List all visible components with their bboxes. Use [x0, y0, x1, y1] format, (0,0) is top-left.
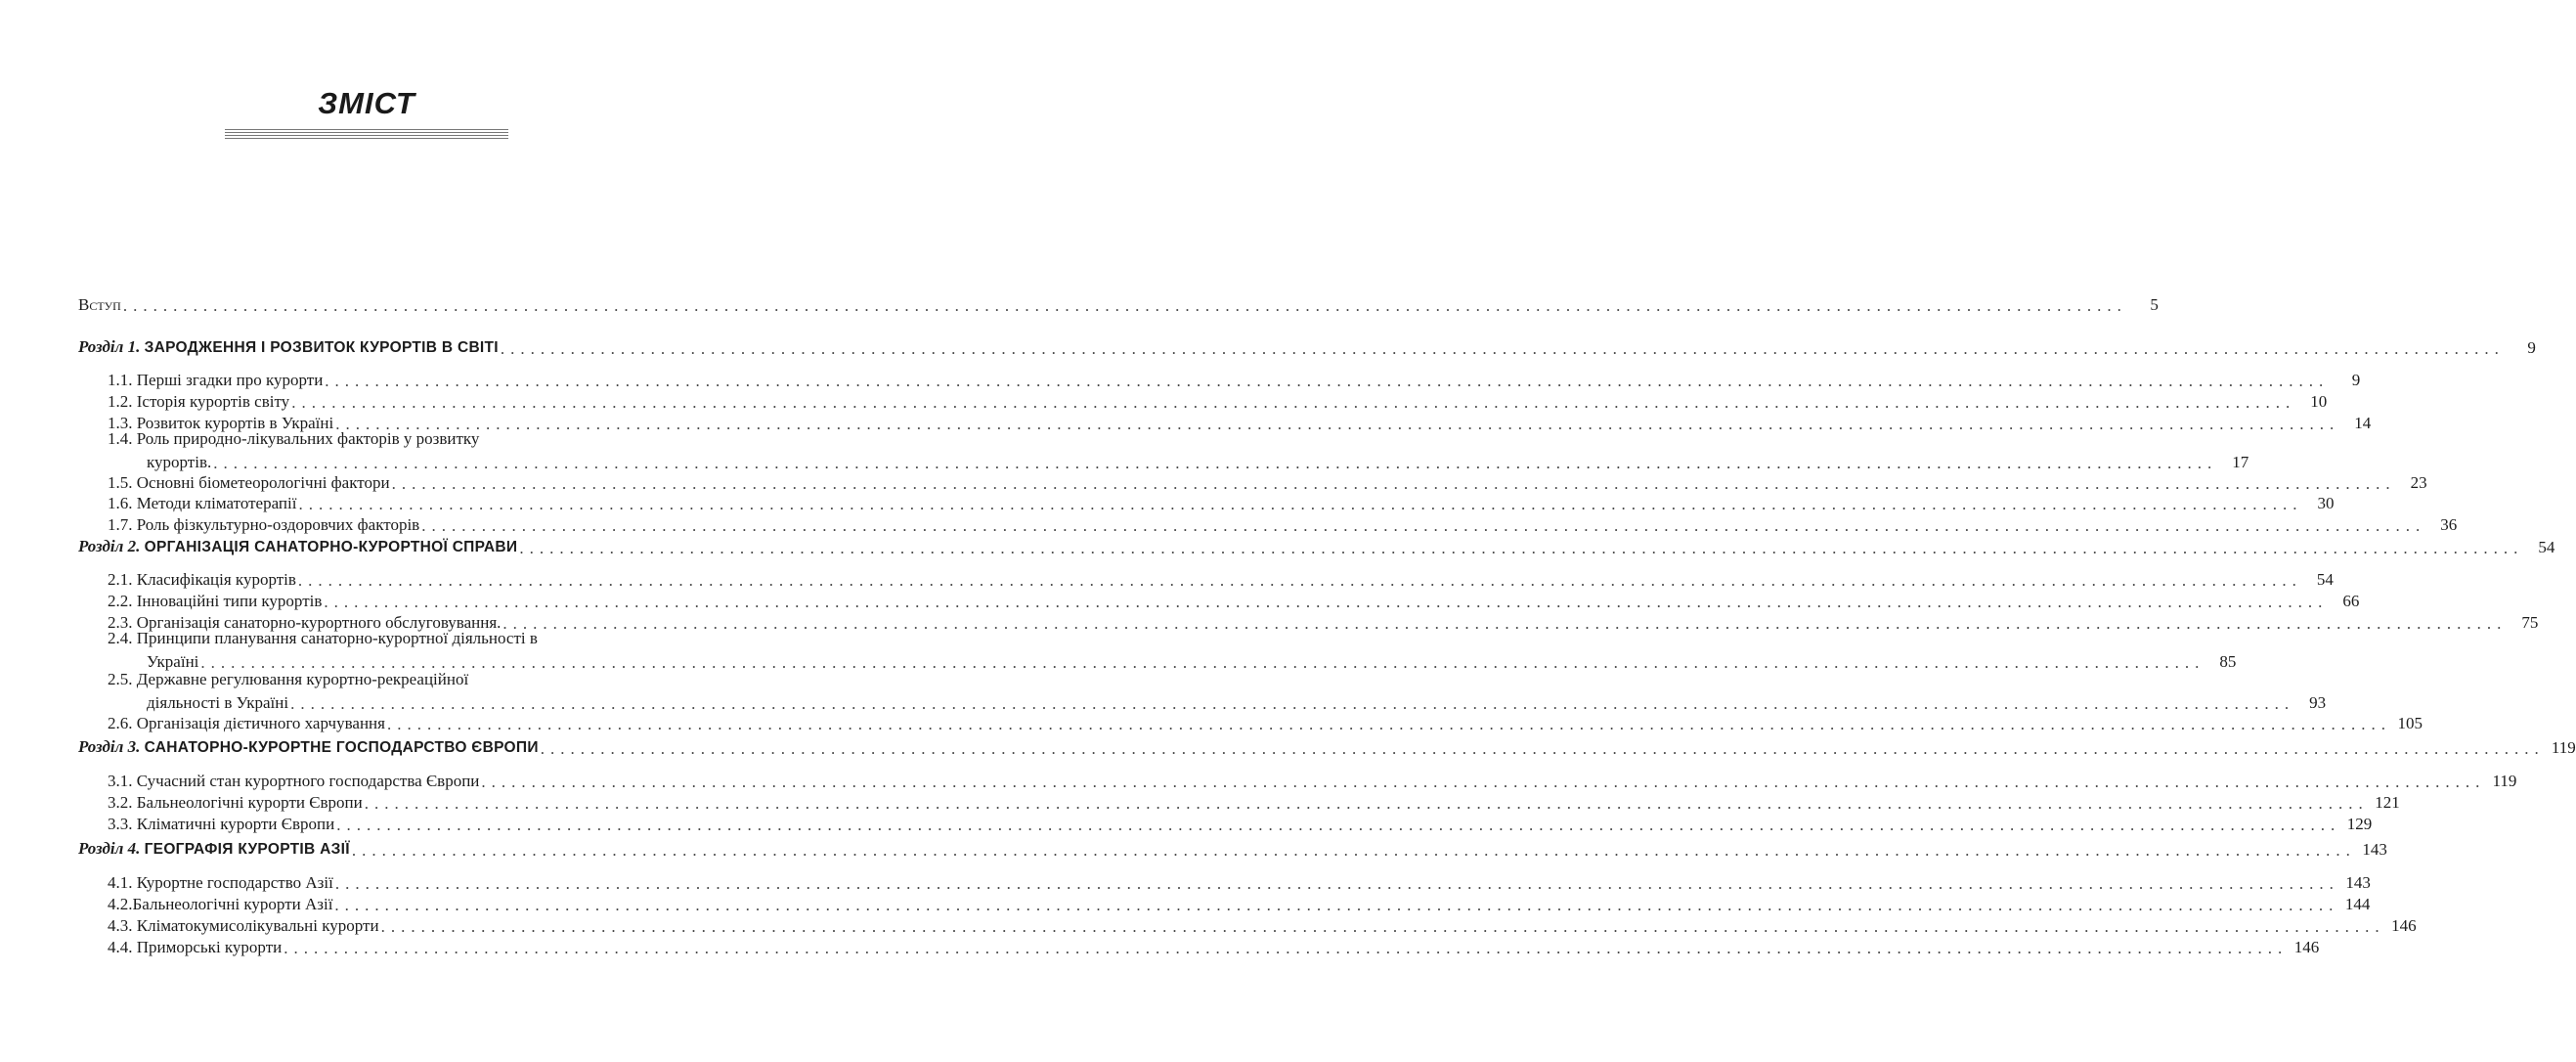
- toc-label: 3.3. Кліматичні курорти Європи: [108, 815, 335, 833]
- leader-dots: ........................................................................................................................................................................................................: [502, 614, 2508, 633]
- toc-label: 3.2. Бальнеологічні курорти Європи: [108, 793, 363, 812]
- leader-dots: ........................................................................................................................................................................................................: [500, 339, 2505, 358]
- toc-entry[interactable]: [108, 788, 2400, 813]
- toc-entry[interactable]: [108, 366, 2361, 390]
- toc-page-number: 146: [2293, 938, 2320, 956]
- section-title: ГЕОГРАФІЯ КУРОРТІВ АЗІЇ: [144, 841, 350, 858]
- toc-page-number: 14: [2354, 414, 2372, 432]
- toc-label: 1.7. Роль фізкультурно-оздоровчих факторів: [108, 515, 420, 534]
- leader-dots: ........................................................................................................................................................................................................: [334, 896, 2339, 914]
- toc-page-number: 119: [2551, 738, 2576, 757]
- toc-page-number: 5: [2150, 295, 2159, 314]
- toc-entry[interactable]: [108, 387, 2328, 412]
- section-title: ОРГАНІЗАЦІЯ САНАТОРНО-КУРОРТНОЇ СПРАВИ: [144, 539, 518, 555]
- toc-page-number: 17: [2232, 453, 2249, 471]
- toc-entry[interactable]: [108, 810, 2373, 834]
- toc-label: 2.2. Інноваційні типи курортів: [108, 592, 323, 610]
- toc-entry[interactable]: [147, 647, 2237, 672]
- page-title: ЗМІСТ: [318, 86, 415, 120]
- toc-page-number: 85: [2219, 652, 2237, 671]
- leader-dots: ........................................................................................................................................................................................................: [325, 372, 2330, 390]
- toc-label: 2.5. Державне регулювання курортно-рекреаційної: [108, 670, 469, 688]
- leader-dots: ........................................................................................................................................................................................................: [213, 454, 2218, 472]
- toc-page-number: 121: [2375, 793, 2400, 812]
- toc-section-1[interactable]: [78, 333, 2536, 358]
- toc-entry[interactable]: [108, 868, 2371, 893]
- toc-label: 2.3. Організація санаторно-курортного обслуговування.: [108, 613, 502, 632]
- toc-section-4[interactable]: [78, 835, 2387, 860]
- toc-page-number: 143: [2362, 840, 2387, 859]
- leader-dots: ........................................................................................................................................................................................................: [391, 474, 2396, 493]
- leader-dots: ........................................................................................................................................................................................................: [540, 739, 2545, 758]
- leader-dots: ........................................................................................................................................................................................................: [380, 917, 2385, 936]
- toc-entry[interactable]: [108, 587, 2360, 611]
- toc-label: 4.1. Курортне господарство Азії: [108, 873, 333, 892]
- toc-page-number: 105: [2397, 714, 2423, 732]
- toc-label: 3.1. Сучасний стан курортного господарства Європи: [108, 772, 480, 790]
- leader-dots: ........................................................................................................................................................................................................: [291, 393, 2296, 412]
- section-prefix: Розділ 4.: [78, 839, 141, 858]
- section-title: САНАТОРНО-КУРОРТНЕ ГОСПОДАРСТВО ЄВРОПИ: [144, 739, 539, 756]
- toc-page-number: 54: [2538, 538, 2555, 556]
- toc-page-number: 36: [2440, 515, 2458, 534]
- toc-label: 4.2.Бальнеологічні курорти Азії: [108, 895, 333, 913]
- toc-page-number: 146: [2391, 916, 2417, 935]
- toc-entry[interactable]: [108, 510, 2458, 535]
- toc-page-number: 9: [2527, 338, 2536, 357]
- leader-dots: ........................................................................................................................................................................................................: [421, 516, 2426, 535]
- toc-page-number: 23: [2410, 473, 2427, 492]
- toc-label: 1.4. Роль природно-лікувальних факторів у розвитку: [108, 429, 480, 448]
- leader-dots: ........................................................................................................................................................................................................: [335, 415, 2340, 433]
- toc-entry-intro[interactable]: [78, 290, 2159, 315]
- toc-entry[interactable]: [108, 767, 2517, 791]
- toc-label: 1.5. Основні біометеорологічні фактори: [108, 473, 390, 492]
- toc-section-2[interactable]: [78, 533, 2555, 557]
- toc-label: 2.4. Принципи планування санаторно-курортної діяльності в: [108, 629, 538, 647]
- toc-label: 2.6. Організація дієтичного харчування: [108, 714, 385, 732]
- toc-entry[interactable]: [108, 890, 2371, 914]
- section-prefix: Розділ 3.: [78, 737, 141, 756]
- toc-label: Вступ: [78, 295, 121, 314]
- leader-dots: ........................................................................................................................................................................................................: [364, 794, 2369, 813]
- leader-dots: ........................................................................................................................................................................................................: [334, 874, 2339, 893]
- toc-label-continued: діяльності в Україні: [147, 693, 289, 712]
- toc-entry[interactable]: [108, 911, 2417, 936]
- leader-dots: ........................................................................................................................................................................................................: [519, 539, 2524, 557]
- leader-dots: ........................................................................................................................................................................................................: [324, 593, 2329, 611]
- section-prefix: Розділ 2.: [78, 537, 141, 555]
- toc-page-number: 10: [2310, 392, 2328, 411]
- toc-page-number: 54: [2316, 570, 2334, 589]
- toc-label: 4.4. Приморські курорти: [108, 938, 283, 956]
- toc-entry[interactable]: [108, 933, 2320, 957]
- toc-page-number: 66: [2342, 592, 2360, 610]
- leader-dots: ........................................................................................................................................................................................................: [297, 571, 2302, 590]
- toc-label: 1.1. Перші згадки про курорти: [108, 371, 324, 389]
- leader-dots: ........................................................................................................................................................................................................: [200, 653, 2205, 672]
- section-prefix: Розділ 1.: [78, 337, 141, 356]
- toc-label: 1.6. Методи кліматотерапії: [108, 494, 297, 512]
- toc-page-number: 119: [2492, 772, 2517, 790]
- toc-label: 2.1. Класифікація курортів: [108, 570, 296, 589]
- leader-dots: ........................................................................................................................................................................................................: [298, 495, 2303, 513]
- leader-dots: ........................................................................................................................................................................................................: [351, 841, 2356, 860]
- toc-label: 1.2. Історія курортів світу: [108, 392, 290, 411]
- toc-page-number: 143: [2345, 873, 2371, 892]
- toc-label-continued: Україні: [147, 652, 199, 671]
- toc-page-number: 30: [2317, 494, 2335, 512]
- toc-page-number: 75: [2521, 613, 2539, 632]
- leader-dots: ........................................................................................................................................................................................................: [386, 715, 2391, 733]
- toc-page-number: 144: [2344, 895, 2371, 913]
- leader-dots: ........................................................................................................................................................................................................: [122, 296, 2127, 315]
- toc-label: 4.3. Кліматокумисолікувальні курорти: [108, 916, 379, 935]
- leader-dots: ........................................................................................................................................................................................................: [336, 816, 2341, 834]
- section-title: ЗАРОДЖЕННЯ І РОЗВИТОК КУРОРТІВ В СВІТІ: [144, 339, 499, 356]
- toc-entry[interactable]: [108, 565, 2334, 590]
- toc-page-number: 129: [2346, 815, 2373, 833]
- toc-section-3[interactable]: [78, 733, 2576, 758]
- leader-dots: ........................................................................................................................................................................................................: [481, 773, 2486, 791]
- toc-entry[interactable]: [108, 709, 2423, 733]
- leader-dots: ........................................................................................................................................................................................................: [284, 939, 2289, 957]
- toc-label: 1.3. Розвиток курортів в Україні: [108, 414, 334, 432]
- toc-label-continued: курортів.: [147, 453, 212, 471]
- toc-page-number: 9: [2351, 371, 2361, 389]
- toc-entry[interactable]: [108, 489, 2335, 513]
- toc-page-number: 93: [2309, 693, 2327, 712]
- leader-dots: ........................................................................................................................................................................................................: [290, 694, 2295, 713]
